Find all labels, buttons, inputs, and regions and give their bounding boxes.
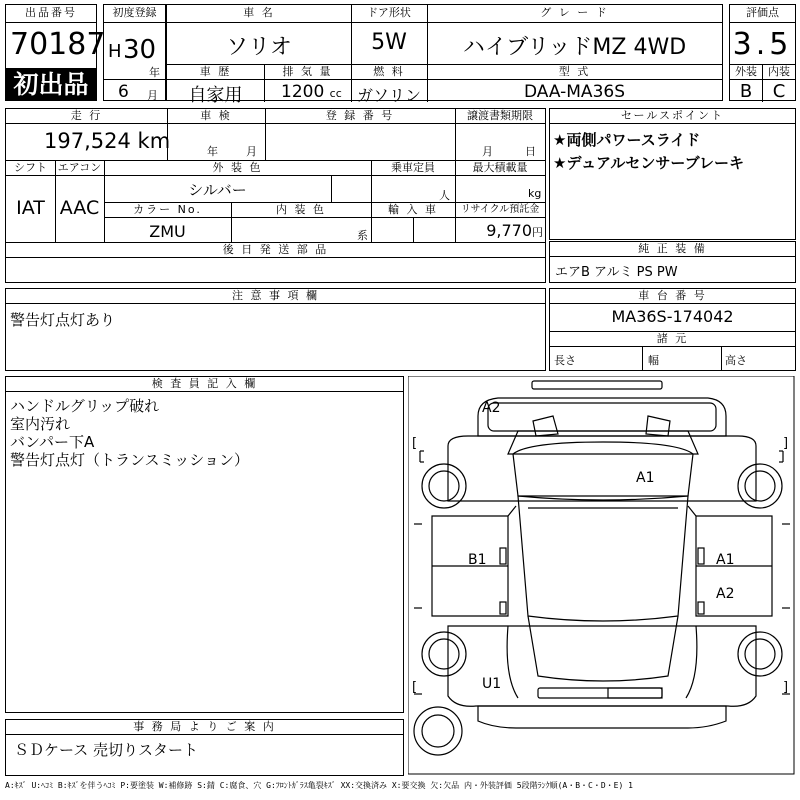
recycle-value [455, 221, 543, 240]
inspection-year-unit: 年 [207, 145, 218, 158]
damage-mark-right-rear: A2 [716, 586, 735, 602]
damage-mark-roof: A2 [482, 400, 501, 416]
inspector-label: 検 査 員 記 入 欄 [151, 377, 258, 390]
history-value: 自家用 [188, 85, 243, 106]
bracket-left-1: [ [412, 436, 418, 451]
divider [550, 123, 795, 124]
mileage-label: 走 行 [70, 109, 103, 122]
model-label: 型 式 [558, 65, 591, 78]
exterior-color-value: シルバー [188, 181, 247, 199]
specs-label: 諸 元 [656, 332, 689, 345]
reg-number-label: 登 録 番 号 [325, 109, 395, 122]
car-name-label: 車 名 [243, 6, 275, 19]
office-box [5, 719, 404, 776]
divider [104, 217, 545, 218]
later-parts-label: 後 日 発 送 部 品 [222, 243, 329, 256]
color-no-value: ZMU [149, 222, 186, 241]
office-label: 事 務 局 よ り ご 案 内 [133, 720, 276, 733]
import-label: 輸 入 車 [388, 203, 438, 216]
mileage-number: 197,524 [44, 129, 131, 153]
specs-height-label: 高さ [725, 354, 747, 367]
chassis-label: 車 台 番 号 [638, 289, 707, 302]
divider [6, 175, 545, 176]
door-value: 5W [371, 30, 407, 55]
divider [104, 22, 165, 23]
bracket-right-1: ] [783, 436, 789, 451]
divider [6, 257, 545, 258]
divider [167, 79, 722, 80]
divider [550, 303, 795, 304]
car-outline [408, 376, 796, 776]
registration-month: 6 [118, 82, 129, 102]
divider [167, 22, 722, 23]
registration-year: 30 [123, 35, 157, 65]
lot-box [5, 4, 106, 101]
shift-label: シフト [14, 161, 47, 174]
transfer-day-unit: 日 [525, 145, 536, 158]
divider [721, 346, 722, 370]
displacement-unit: cc [329, 87, 342, 100]
registration-month-unit: 月 [147, 89, 158, 102]
mileage-unit: km [137, 129, 171, 153]
spec-grid [166, 4, 723, 106]
transfer-label: 譲渡書類期限 [467, 109, 533, 122]
divider [6, 303, 545, 304]
mileage-grid [5, 108, 546, 283]
divider [6, 123, 545, 124]
registration-era: H [108, 41, 122, 62]
capacity-label: 乗車定員 [391, 161, 435, 174]
model-value: DAA-MA36S [523, 82, 625, 102]
inspection-month-unit: 月 [246, 145, 257, 158]
office-value: ＳＤケース 売切りスタート [14, 741, 199, 759]
divider [642, 346, 643, 370]
car-damage-diagram [408, 376, 796, 776]
sales-point-1: ★両側パワースライド [553, 131, 701, 149]
capacity-unit: 人 [439, 189, 450, 202]
first-listing-badge: 初出品 [5, 68, 97, 101]
grade-label: グ レ ー ド [540, 6, 609, 19]
score-box [729, 4, 796, 101]
inspector-line-4: 警告灯点灯（トランスミッション） [10, 451, 249, 469]
displacement-number: 1200 [281, 82, 325, 102]
divider [371, 217, 372, 242]
exterior-grade-label: 外装 [735, 65, 757, 78]
inspector-line-3: バンパー下A [10, 433, 95, 451]
damage-mark-left-side: B1 [468, 552, 487, 568]
mileage-value [44, 129, 170, 153]
registration-year-unit: 年 [149, 66, 160, 79]
max-load-label: 最大積載量 [472, 161, 528, 174]
transfer-month-unit: 月 [482, 145, 493, 158]
specs-width-label: 幅 [648, 354, 659, 367]
max-load-unit: kg [528, 187, 542, 200]
grade-value: ハイブリッドMZ 4WD [462, 35, 687, 60]
score-label: 評価点 [746, 6, 779, 19]
recycle-unit: 円 [532, 226, 543, 239]
registration-label: 初度登録 [112, 6, 157, 19]
genuine-equipment-label: 純 正 装 備 [638, 242, 707, 255]
interior-grade-label: 内装 [768, 65, 790, 78]
chassis-box [549, 288, 796, 371]
sales-point-2: ★デュアルセンサーブレーキ [553, 154, 745, 172]
damage-mark-rear-left: U1 [482, 676, 502, 692]
inspector-line-2: 室内汚れ [10, 415, 71, 433]
door-label: ドア形状 [367, 6, 411, 19]
divider [550, 346, 795, 347]
damage-mark-right-front: A1 [716, 552, 735, 568]
displacement-label: 排 気 量 [282, 65, 333, 78]
notes-box [5, 288, 546, 371]
recycle-number: 9,770 [486, 221, 532, 240]
lot-label: 出品番号 [25, 6, 77, 19]
aircon-value: AAC [59, 197, 100, 219]
shift-value: IAT [16, 197, 45, 219]
inspector-line-1: ハンドルグリップ破れ [10, 397, 160, 415]
divider [730, 22, 795, 23]
genuine-equipment-value: エアB アルミ PS PW [555, 265, 678, 280]
aircon-label: エアコン [57, 161, 102, 174]
specs-length-label: 長さ [554, 354, 576, 367]
score-value: 3.5 [732, 27, 793, 62]
divider [6, 391, 403, 392]
damage-mark-hood: A1 [636, 470, 655, 486]
divider [550, 256, 795, 257]
bracket-right-2: ] [783, 680, 789, 695]
car-name-value: ソリオ [226, 35, 292, 60]
fuel-label: 燃 料 [373, 65, 405, 78]
sales-points-box [549, 108, 796, 240]
divider [331, 175, 332, 202]
history-label: 車 歴 [199, 65, 232, 78]
recycle-label: リサイクル預託金 [460, 204, 540, 215]
bracket-left-2: [ [412, 680, 418, 695]
interior-color-label: 内 装 色 [276, 203, 326, 216]
divider [413, 217, 414, 242]
inspector-box [5, 376, 404, 713]
lot-number: 70187 [10, 27, 106, 62]
inspection-label: 車 検 [200, 109, 232, 122]
genuine-equipment-box [549, 241, 796, 283]
chassis-value: MA36S-174042 [611, 307, 734, 326]
exterior-color-label: 外 装 色 [212, 161, 263, 174]
interior-grade-value: C [772, 81, 786, 102]
divider [6, 734, 403, 735]
displacement-value [281, 82, 342, 102]
notes-label: 注 意 事 項 欄 [232, 289, 319, 302]
notes-value: 警告灯点灯あり [10, 311, 116, 329]
divider [6, 22, 96, 23]
interior-color-unit: 系 [357, 229, 368, 242]
registration-box [103, 4, 166, 101]
color-no-label: カラー No. [133, 203, 202, 216]
divider [104, 79, 165, 80]
sales-points-label: セールスポイント [620, 109, 724, 122]
legend-footer: A:ｷｽﾞ U:ﾍｺﾐ B:ｷｽﾞを伴うﾍｺﾐ P:要塗装 W:補修跡 S:錆 C:腐食、穴 G:ﾌﾛﾝﾄｶﾞﾗｽ亀裂ｷｽﾞ XX:交換済み X:要交換 欠:欠品 内・外装評価 5段階ﾗﾝｸ順(A・B・C・D・E) 1 [5, 781, 633, 790]
exterior-grade-value: B [739, 81, 753, 102]
fuel-value: ガソリン [356, 86, 421, 105]
